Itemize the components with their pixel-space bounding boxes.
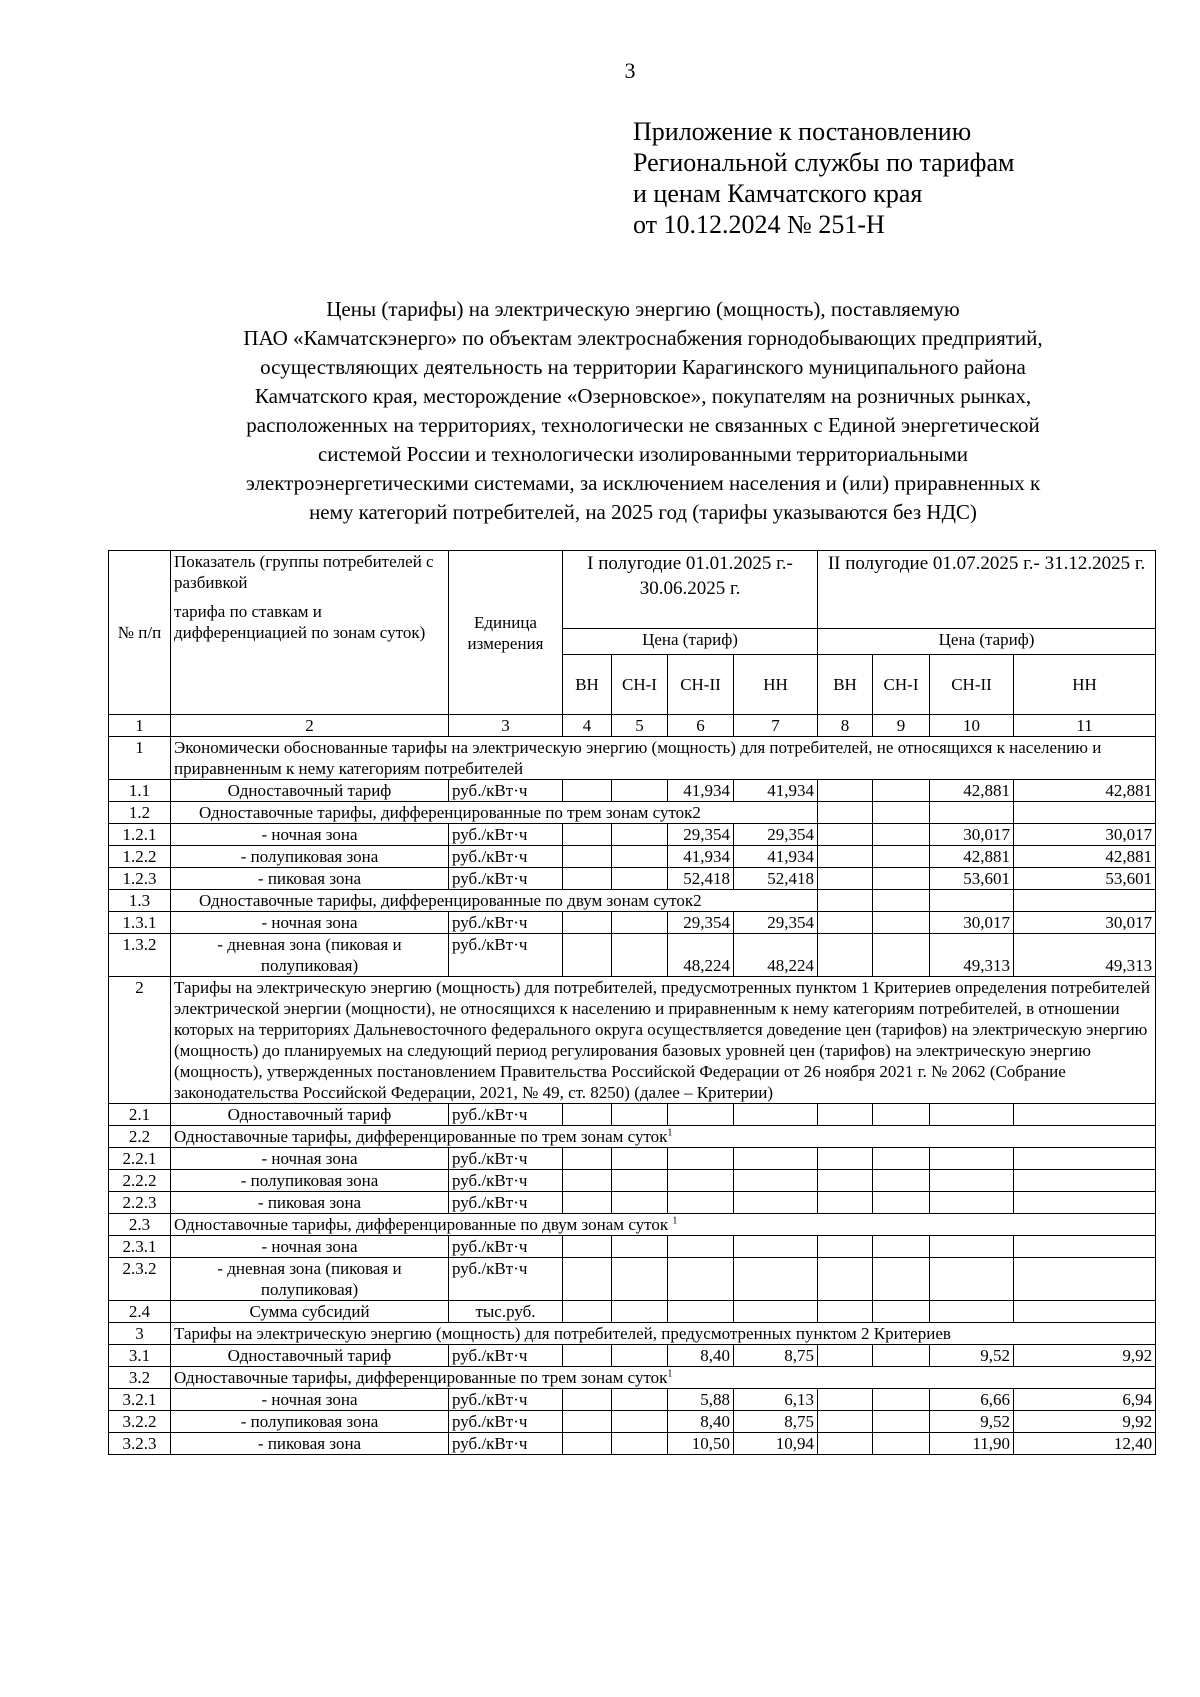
cell-nn (734, 1192, 818, 1214)
table-row (109, 890, 1156, 912)
row-name: - ночная зона (171, 1148, 449, 1170)
header-vn: ВН (818, 655, 873, 715)
cell-nn (734, 1258, 818, 1301)
section-text: Тарифы на электрическую энергию (мощность) для потребителей, предусмотренных пунктом 2 Критериев (171, 1323, 1156, 1345)
cell-sn1 (612, 1258, 668, 1301)
column-number: 3 (449, 715, 563, 737)
row-num: 1.3.1 (109, 912, 171, 934)
cell-nn (1014, 890, 1156, 912)
cell-sn2: 30,017 (930, 824, 1014, 846)
cell-nn: 52,418 (734, 868, 818, 890)
header-indicator-b: тарифа по ставкам и дифференциацией по зонам суток) (174, 602, 426, 642)
row-num: 1.2.1 (109, 824, 171, 846)
cell-sn2 (930, 1104, 1014, 1126)
row-unit: руб./кВт·ч (449, 1345, 563, 1367)
cell-sn1 (873, 1301, 930, 1323)
row-group-name (171, 1367, 1156, 1389)
row-unit: руб./кВт·ч (449, 1104, 563, 1126)
cell-nn (1014, 1170, 1156, 1192)
column-number: 1 (109, 715, 171, 737)
cell-sn1 (612, 1301, 668, 1323)
row-num: 1.1 (109, 780, 171, 802)
row-num: 2 (109, 977, 171, 1104)
cell-vn (818, 1345, 873, 1367)
cell-sn1 (873, 1170, 930, 1192)
section-row (109, 977, 1156, 1104)
cell-vn (818, 868, 873, 890)
cell-vn (818, 780, 873, 802)
header-nn: НН (734, 655, 818, 715)
tariff-table (108, 550, 1156, 1455)
cell-sn2: 42,881 (930, 780, 1014, 802)
cell-nn: 48,224 (734, 934, 818, 977)
column-number: 6 (668, 715, 734, 737)
cell-sn1 (612, 868, 668, 890)
title-line: системой России и технологически изолированными территориальными (317, 442, 969, 466)
document-title (150, 295, 1136, 527)
column-number: 2 (171, 715, 449, 737)
title-line: ПАО «Камчатскэнерго» по объектам электроснабжения горнодобывающих предприятий, (243, 326, 1043, 350)
row-group-name: Одноставочные тарифы, дифференцированные по двум зонам суток2 (171, 890, 818, 912)
cell-sn2 (930, 1236, 1014, 1258)
cell-sn1 (612, 1411, 668, 1433)
cell-sn2 (930, 1148, 1014, 1170)
table-row (109, 1411, 1156, 1433)
row-group-name: Одноставочные тарифы, дифференцированные по трем зонам суток2 (171, 802, 818, 824)
table-row (109, 1126, 1156, 1148)
cell-sn1 (873, 1345, 930, 1367)
cell-sn2 (668, 1104, 734, 1126)
cell-vn (563, 1258, 612, 1301)
cell-vn (563, 1345, 612, 1367)
cell-sn2: 6,66 (930, 1389, 1014, 1411)
cell-nn (734, 1301, 818, 1323)
table-row (109, 1258, 1156, 1301)
cell-nn (1014, 1258, 1156, 1301)
cell-nn: 42,881 (1014, 780, 1156, 802)
row-num: 2.2.2 (109, 1170, 171, 1192)
cell-sn1 (873, 1104, 930, 1126)
row-num: 3 (109, 1323, 171, 1345)
row-name: Одноставочный тариф (171, 1345, 449, 1367)
cell-nn (1014, 1236, 1156, 1258)
row-num: 1.3 (109, 890, 171, 912)
header-sn1: СН-I (612, 655, 668, 715)
row-unit: руб./кВт·ч (449, 824, 563, 846)
column-number: 5 (612, 715, 668, 737)
table-row (109, 1192, 1156, 1214)
cell-sn2 (668, 1148, 734, 1170)
title-line: расположенных на территориях, технологически не связанных с Единой энергетической (246, 413, 1040, 437)
cell-vn (818, 1192, 873, 1214)
footnote-mark: 1 (672, 1215, 678, 1227)
footnote-mark: 1 (667, 1127, 673, 1139)
title-line: электроэнергетическими системами, за исключением населения и (или) приравненных к (245, 471, 1041, 495)
header-unit: Единица измерения (449, 551, 563, 715)
row-num: 2.4 (109, 1301, 171, 1323)
table-row (109, 1170, 1156, 1192)
cell-vn (818, 1236, 873, 1258)
cell-sn1 (873, 1192, 930, 1214)
cell-vn (563, 1148, 612, 1170)
table-row (109, 846, 1156, 868)
cell-vn (818, 912, 873, 934)
appendix-line: Региональной службы по тарифам (633, 148, 1015, 177)
cell-sn1 (873, 846, 930, 868)
row-group-name (171, 1126, 1156, 1148)
cell-sn1 (873, 824, 930, 846)
row-num: 2.3.2 (109, 1258, 171, 1301)
row-num: 2.1 (109, 1104, 171, 1126)
cell-sn1 (873, 868, 930, 890)
table-row (109, 868, 1156, 890)
cell-sn2: 49,313 (930, 934, 1014, 977)
cell-sn2: 5,88 (668, 1389, 734, 1411)
row-name: - полупиковая зона (171, 1170, 449, 1192)
cell-nn: 41,934 (734, 780, 818, 802)
cell-sn2 (668, 1236, 734, 1258)
row-unit: руб./кВт·ч (449, 868, 563, 890)
table-row (109, 1433, 1156, 1455)
row-num: 3.2.3 (109, 1433, 171, 1455)
cell-vn (563, 934, 612, 977)
cell-sn2 (668, 1258, 734, 1301)
cell-nn (1014, 1301, 1156, 1323)
table-row (109, 802, 1156, 824)
title-line: осуществляющих деятельность на территории Карагинского муниципального района (260, 355, 1026, 379)
cell-nn: 6,13 (734, 1389, 818, 1411)
row-unit: руб./кВт·ч (449, 846, 563, 868)
table-row (109, 824, 1156, 846)
table-row (109, 1104, 1156, 1126)
cell-vn (818, 1301, 873, 1323)
column-number: 8 (818, 715, 873, 737)
cell-sn1 (873, 1148, 930, 1170)
cell-vn (818, 1170, 873, 1192)
cell-vn (818, 1433, 873, 1455)
cell-sn1 (873, 1236, 930, 1258)
title-line: Камчатского края, месторождение «Озерновское», покупателям на розничных рынках, (254, 384, 1032, 408)
cell-sn2: 10,50 (668, 1433, 734, 1455)
row-unit: руб./кВт·ч (449, 1258, 563, 1301)
cell-sn1 (612, 780, 668, 802)
row-group-text: Одноставочные тарифы, дифференцированные по трем зонам суток (174, 1368, 668, 1387)
column-number: 9 (873, 715, 930, 737)
table-row (109, 934, 1156, 977)
row-unit: руб./кВт·ч (449, 1148, 563, 1170)
cell-nn: 30,017 (1014, 824, 1156, 846)
cell-nn (734, 1104, 818, 1126)
header-half2: II полугодие 01.07.2025 г.- 31.12.2025 г. (818, 551, 1156, 629)
header-sn1: СН-I (873, 655, 930, 715)
cell-sn1 (873, 912, 930, 934)
row-num: 2.2.3 (109, 1192, 171, 1214)
row-name: - ночная зона (171, 912, 449, 934)
cell-nn: 42,881 (1014, 846, 1156, 868)
cell-sn1 (873, 802, 930, 824)
header-row (109, 551, 1156, 629)
cell-vn (563, 1236, 612, 1258)
cell-sn2: 11,90 (930, 1433, 1014, 1455)
cell-sn2: 48,224 (668, 934, 734, 977)
cell-sn1 (612, 846, 668, 868)
cell-sn2: 29,354 (668, 912, 734, 934)
row-name: - ночная зона (171, 1236, 449, 1258)
cell-sn1 (612, 1104, 668, 1126)
cell-nn: 30,017 (1014, 912, 1156, 934)
row-name: Сумма субсидий (171, 1301, 449, 1323)
row-unit: руб./кВт·ч (449, 912, 563, 934)
cell-nn: 9,92 (1014, 1345, 1156, 1367)
row-num: 1.2.2 (109, 846, 171, 868)
cell-sn2: 52,418 (668, 868, 734, 890)
cell-sn2: 53,601 (930, 868, 1014, 890)
appendix-line: Приложение к постановлению (633, 117, 972, 146)
row-unit: руб./кВт·ч (449, 1433, 563, 1455)
cell-sn2 (930, 890, 1014, 912)
page-number: 3 (624, 58, 636, 83)
cell-nn (734, 1148, 818, 1170)
row-name: - полупиковая зона (171, 846, 449, 868)
row-unit: руб./кВт·ч (449, 1236, 563, 1258)
cell-sn1 (612, 1433, 668, 1455)
cell-vn (818, 890, 873, 912)
header-nn: НН (1014, 655, 1156, 715)
cell-vn (818, 824, 873, 846)
table-row (109, 1214, 1156, 1236)
row-name: - пиковая зона (171, 1192, 449, 1214)
row-group-name (171, 1214, 1156, 1236)
row-unit: руб./кВт·ч (449, 934, 563, 977)
row-num: 1 (109, 737, 171, 780)
row-num: 2.2 (109, 1126, 171, 1148)
cell-vn (818, 1411, 873, 1433)
cell-sn1 (873, 1411, 930, 1433)
row-name: - дневная зона (пиковая и полупиковая) (171, 934, 449, 977)
column-number: 11 (1014, 715, 1156, 737)
table-row (109, 1367, 1156, 1389)
table-row (109, 1301, 1156, 1323)
row-name: - ночная зона (171, 824, 449, 846)
cell-sn2: 9,52 (930, 1345, 1014, 1367)
cell-nn: 29,354 (734, 912, 818, 934)
cell-nn: 10,94 (734, 1433, 818, 1455)
cell-nn: 41,934 (734, 846, 818, 868)
cell-sn2: 9,52 (930, 1411, 1014, 1433)
appendix-line: от 10.12.2024 № 251-Н (633, 210, 885, 239)
section-row (109, 737, 1156, 780)
cell-sn2: 42,881 (930, 846, 1014, 868)
cell-vn (818, 934, 873, 977)
cell-nn: 8,75 (734, 1411, 818, 1433)
cell-nn: 29,354 (734, 824, 818, 846)
cell-sn1 (873, 890, 930, 912)
cell-sn2: 8,40 (668, 1411, 734, 1433)
footnote-mark: 1 (667, 1368, 673, 1380)
row-num: 1.2 (109, 802, 171, 824)
cell-vn (563, 1433, 612, 1455)
cell-sn1 (612, 934, 668, 977)
row-unit: руб./кВт·ч (449, 1389, 563, 1411)
table-row (109, 912, 1156, 934)
cell-sn1 (612, 912, 668, 934)
header-indicator (171, 551, 449, 715)
cell-vn (563, 868, 612, 890)
cell-nn (1014, 1192, 1156, 1214)
cell-sn2 (930, 1192, 1014, 1214)
cell-sn2 (930, 802, 1014, 824)
header-price: Цена (тариф) (818, 629, 1156, 655)
cell-vn (818, 1104, 873, 1126)
row-unit: тыс.руб. (449, 1301, 563, 1323)
section-text: Экономически обоснованные тарифы на электрическую энергию (мощность) для потребителей, не относящихся к населению и приравненным к нему категориям потребителей (171, 737, 1156, 780)
header-indicator-a: Показатель (группы потребителей с разбивкой (174, 552, 434, 592)
section-row (109, 1323, 1156, 1345)
cell-sn1 (873, 1389, 930, 1411)
row-group-text: Одноставочные тарифы, дифференцированные по трем зонам суток (174, 1127, 668, 1146)
row-num: 3.1 (109, 1345, 171, 1367)
appendix-header (633, 116, 1014, 240)
cell-nn: 6,94 (1014, 1389, 1156, 1411)
row-num: 2.3 (109, 1214, 171, 1236)
column-number: 7 (734, 715, 818, 737)
row-name: - пиковая зона (171, 868, 449, 890)
appendix-line: и ценам Камчатского края (633, 179, 923, 208)
cell-vn (818, 802, 873, 824)
cell-sn1 (612, 1148, 668, 1170)
row-name: - ночная зона (171, 1389, 449, 1411)
cell-vn (563, 824, 612, 846)
cell-sn1 (873, 1433, 930, 1455)
table-row (109, 1148, 1156, 1170)
cell-sn2 (668, 1192, 734, 1214)
header-sn2: СН-II (930, 655, 1014, 715)
column-number: 4 (563, 715, 612, 737)
cell-sn2: 30,017 (930, 912, 1014, 934)
cell-sn1 (612, 824, 668, 846)
cell-nn (1014, 1148, 1156, 1170)
section-text: Тарифы на электрическую энергию (мощность) для потребителей, предусмотренных пунктом 1 Критериев определения потребителей электрической энергии (мощности), не относящихся к населению и приравненным к нему категориям потребителей, в отношении которых на территориях Дальневосточного федерального округа осуществляется доведение цен (тарифов) на электрическую энергию (мощность) до планируемых на следующий период регулирования базовых уровней цен (тарифов) на электрическую энергию (мощность), утвержденных постановлением Правительства Российской Федерации от 26 ноября 2021 г. № 2062 (Собрание законодательства Российской Федерации, 2021, № 49, ст. 8250) (далее – Критерии) (171, 977, 1156, 1104)
cell-nn (734, 1236, 818, 1258)
cell-vn (563, 1411, 612, 1433)
cell-nn (1014, 802, 1156, 824)
row-name: - полупиковая зона (171, 1411, 449, 1433)
cell-vn (563, 1170, 612, 1192)
row-num: 3.2.1 (109, 1389, 171, 1411)
cell-sn1 (873, 1258, 930, 1301)
column-number-row (109, 715, 1156, 737)
row-num: 2.3.1 (109, 1236, 171, 1258)
cell-sn2: 8,40 (668, 1345, 734, 1367)
row-num: 3.2 (109, 1367, 171, 1389)
cell-nn: 12,40 (1014, 1433, 1156, 1455)
row-name: - пиковая зона (171, 1433, 449, 1455)
table-row (109, 1345, 1156, 1367)
header-sn2: СН-II (668, 655, 734, 715)
row-group-text: Одноставочные тарифы, дифференцированные по двум зонам суток (174, 1215, 673, 1234)
row-unit: руб./кВт·ч (449, 780, 563, 802)
cell-sn2 (668, 1170, 734, 1192)
cell-sn1 (873, 780, 930, 802)
cell-vn (563, 846, 612, 868)
cell-vn (563, 780, 612, 802)
header-vn: ВН (563, 655, 612, 715)
row-num: 2.2.1 (109, 1148, 171, 1170)
row-name: Одноставочный тариф (171, 1104, 449, 1126)
cell-sn2: 41,934 (668, 846, 734, 868)
cell-nn (1014, 1104, 1156, 1126)
row-name: - дневная зона (пиковая и полупиковая) (171, 1258, 449, 1301)
cell-sn2: 29,354 (668, 824, 734, 846)
cell-sn2 (930, 1301, 1014, 1323)
header-price: Цена (тариф) (563, 629, 818, 655)
cell-nn: 8,75 (734, 1345, 818, 1367)
cell-vn (818, 1389, 873, 1411)
table-row (109, 780, 1156, 802)
cell-sn2: 41,934 (668, 780, 734, 802)
header-half1: I полугодие 01.01.2025 г.- 30.06.2025 г. (563, 551, 818, 629)
cell-nn: 49,313 (1014, 934, 1156, 977)
cell-vn (818, 1148, 873, 1170)
cell-sn1 (612, 1170, 668, 1192)
cell-vn (563, 1389, 612, 1411)
cell-sn2 (930, 1170, 1014, 1192)
cell-vn (563, 1301, 612, 1323)
cell-nn (734, 1170, 818, 1192)
row-num: 1.2.3 (109, 868, 171, 890)
cell-sn1 (612, 1345, 668, 1367)
title-line: Цены (тарифы) на электрическую энергию (мощность), поставляемую (326, 297, 960, 321)
row-unit: руб./кВт·ч (449, 1192, 563, 1214)
row-unit: руб./кВт·ч (449, 1411, 563, 1433)
row-name: Одноставочный тариф (171, 780, 449, 802)
cell-nn: 9,92 (1014, 1411, 1156, 1433)
row-num: 3.2.2 (109, 1411, 171, 1433)
cell-nn: 53,601 (1014, 868, 1156, 890)
cell-vn (563, 912, 612, 934)
cell-sn1 (612, 1192, 668, 1214)
title-line: нему категорий потребителей, на 2025 год (тарифы указываются без НДС) (309, 500, 977, 524)
cell-sn2 (930, 1258, 1014, 1301)
column-number: 10 (930, 715, 1014, 737)
table-row (109, 1389, 1156, 1411)
cell-vn (563, 1104, 612, 1126)
cell-vn (563, 1192, 612, 1214)
cell-vn (818, 846, 873, 868)
row-num: 1.3.2 (109, 934, 171, 977)
cell-sn2 (668, 1301, 734, 1323)
cell-sn1 (612, 1236, 668, 1258)
table-row (109, 1236, 1156, 1258)
header-num: № п/п (109, 551, 171, 715)
cell-sn1 (873, 934, 930, 977)
row-unit: руб./кВт·ч (449, 1170, 563, 1192)
cell-sn1 (612, 1389, 668, 1411)
cell-vn (818, 1258, 873, 1301)
